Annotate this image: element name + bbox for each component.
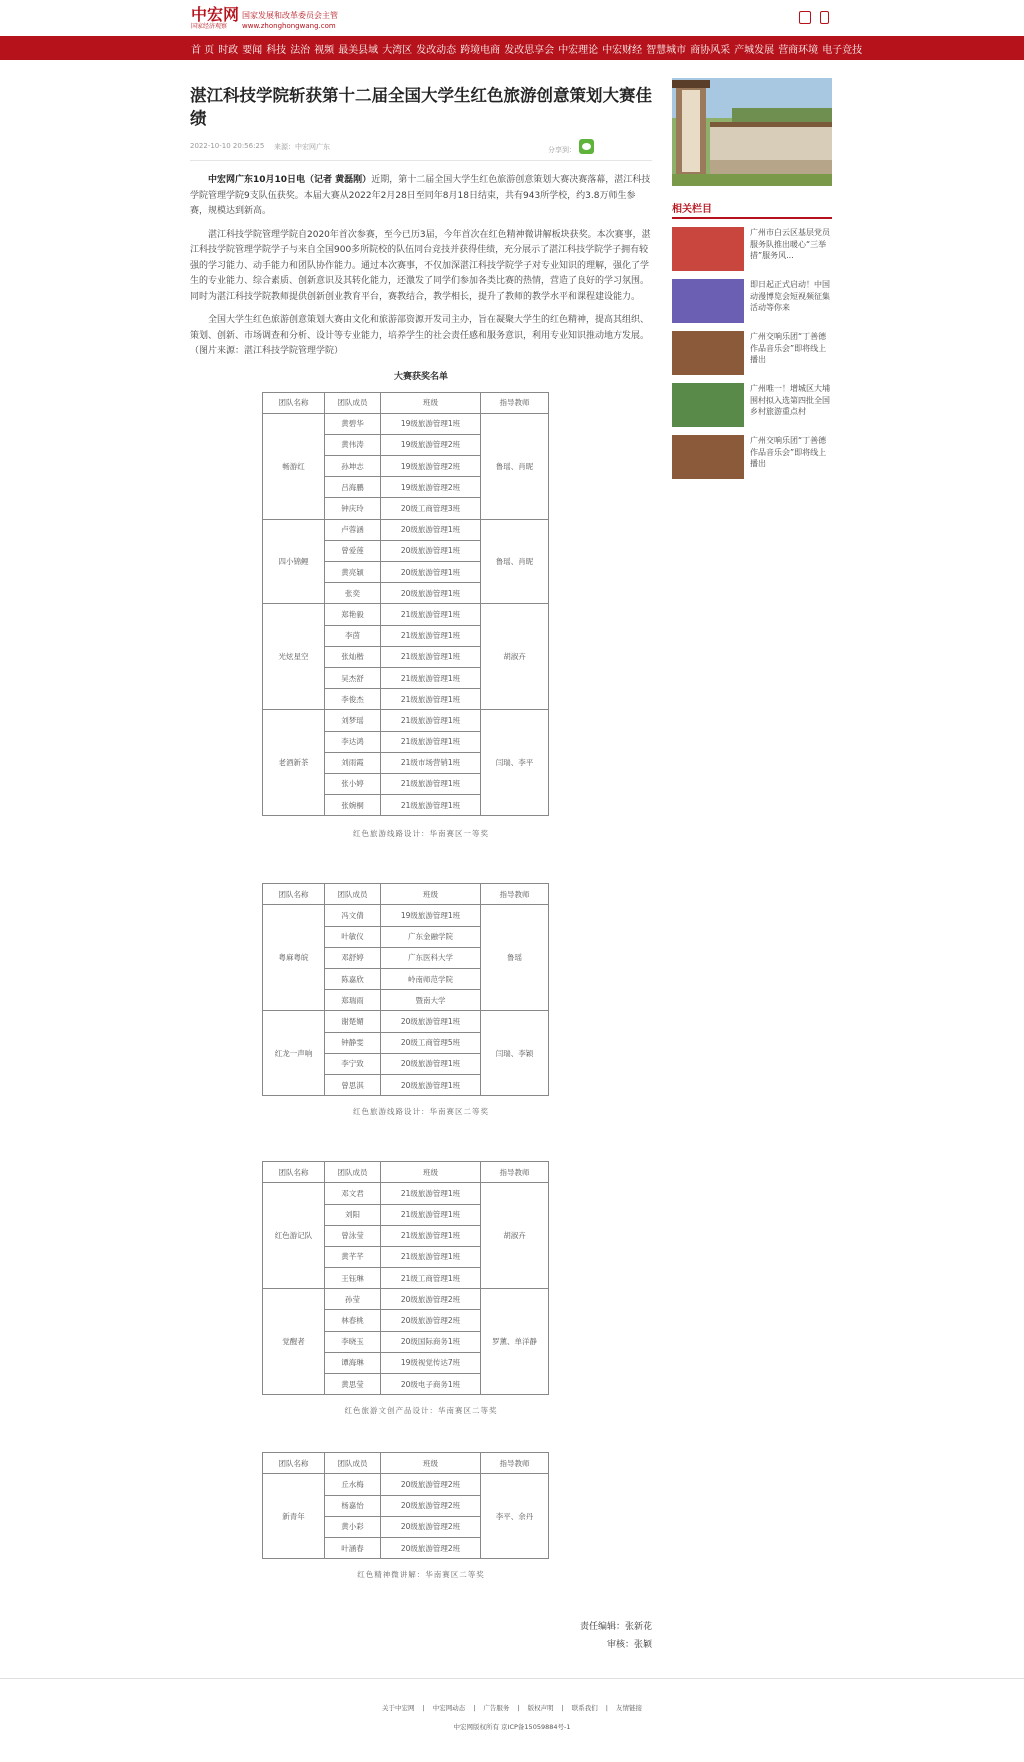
table-header-cell: 团队成员: [325, 392, 381, 413]
award-table: [262, 1161, 549, 1395]
member-cell: 陈嘉欣: [325, 969, 381, 990]
copyright: 中宏网版权所有 京ICP备15059884号-1: [453, 1723, 571, 1731]
nav-item[interactable]: 科技: [266, 44, 287, 56]
member-cell: 张奕: [325, 583, 381, 604]
member-cell: 张灿楷: [325, 646, 381, 667]
class-cell: 21级旅游管理1班: [381, 1225, 481, 1246]
member-cell: 张婉桐: [325, 795, 381, 816]
footer-separator: |: [517, 1704, 520, 1712]
table-caption: 红色旅游线路设计：华南赛区一等奖: [353, 829, 489, 839]
class-cell: 19级旅游管理1班: [381, 413, 481, 434]
logo-main: 中宏网: [191, 5, 240, 24]
article: [190, 84, 652, 1580]
member-cell: 李俊杰: [325, 689, 381, 710]
footer-link[interactable]: 版权声明: [527, 1704, 554, 1712]
related-item-title[interactable]: 广州唯一！增城区大埔围村拟入选第四批全国乡村旅游重点村: [750, 384, 830, 416]
teacher-cell: 胡淑卉: [481, 1183, 549, 1289]
class-cell: 20级旅游管理1班: [381, 583, 481, 604]
teacher-cell: 罗薰、单洋静: [481, 1289, 549, 1395]
nav-item[interactable]: 智慧城市: [646, 44, 687, 56]
member-cell: 郑艳毅: [325, 604, 381, 625]
member-cell: 曾泳莹: [325, 1225, 381, 1246]
table-row: [263, 413, 549, 434]
footer: [0, 1678, 1024, 1762]
class-cell: 21级旅游管理1班: [381, 1204, 481, 1225]
table-header-cell: 班级: [381, 1453, 481, 1474]
footer-separator: |: [561, 1704, 564, 1712]
member-cell: 曾爱莲: [325, 540, 381, 561]
table-row: [263, 1474, 549, 1495]
member-cell: 卢蓉涵: [325, 519, 381, 540]
nav-item[interactable]: 法治: [290, 44, 311, 56]
team-name-cell: 光炫星空: [263, 604, 325, 710]
lead-text: 中宏网广东10月10日电（记者 黄磊刚）: [208, 175, 372, 185]
class-cell: 20级旅游管理1班: [381, 1053, 481, 1074]
member-cell: 孙坤志: [325, 456, 381, 477]
member-cell: 冯文倩: [325, 905, 381, 926]
class-cell: 广东医科大学: [381, 947, 481, 968]
member-cell: 张小婷: [325, 773, 381, 794]
editor: 责任编辑：张新花: [579, 1622, 652, 1632]
table-header-cell: 团队名称: [263, 1162, 325, 1183]
member-cell: 黄亮颖: [325, 562, 381, 583]
related-item-title[interactable]: 广州市白云区基层党员服务队推出暖心“三举措”服务风...: [750, 228, 830, 260]
award-table: [262, 1452, 549, 1559]
article-source: 来源：中宏网广东: [274, 143, 330, 151]
share-bar: [548, 142, 594, 157]
related-item-title[interactable]: 广州交响乐团“丁善德作品音乐会”即将线上播出: [750, 332, 827, 364]
nav-item[interactable]: 中宏理论: [558, 44, 599, 56]
class-cell: 21级旅游管理1班: [381, 604, 481, 625]
related-item-title[interactable]: 即日起正式启动！中国动漫博览会短视频征集活动等你来: [750, 280, 830, 312]
share-label: 分享到：: [548, 145, 576, 154]
related-item-title[interactable]: 广州交响乐团“丁善德作品音乐会”即将线上播出: [750, 436, 827, 468]
class-cell: 20级电子商务1班: [381, 1374, 481, 1395]
footer-separator: |: [473, 1704, 476, 1712]
member-cell: 杨嘉怡: [325, 1495, 381, 1516]
member-cell: 黄碧华: [325, 413, 381, 434]
member-cell: 刘梦瑶: [325, 710, 381, 731]
footer-link[interactable]: 关于中宏网: [381, 1704, 415, 1712]
class-cell: 19级视觉传达7班: [381, 1352, 481, 1373]
class-cell: 21级旅游管理1班: [381, 646, 481, 667]
nav-item[interactable]: 大湾区: [382, 44, 413, 56]
related-thumbnail[interactable]: [672, 383, 744, 427]
related-item[interactable]: [672, 435, 832, 479]
table-caption: 红色旅游文创产品设计：华南赛区二等奖: [344, 1406, 498, 1416]
member-cell: 曾思淇: [325, 1074, 381, 1095]
table-header-cell: 团队名称: [263, 1453, 325, 1474]
publish-date: 2022-10-10 20:56:25: [190, 142, 265, 150]
footer-link[interactable]: 广告服务: [483, 1704, 510, 1712]
table-row: [263, 519, 549, 540]
paragraph-3: 全国大学生红色旅游创意策划大赛由文化和旅游部资源开发司主办，旨在凝聚大学生的红色精神，提高其组织、策划、创新、市场调查和分析、设计等专业能力，培养学生的社会责任感和服务意识，利用专业知识推动地方发展。（图片来源：湛江科技学院管理学院）: [190, 315, 650, 356]
top-header: [0, 0, 1024, 36]
nav-item[interactable]: 电子竞技: [822, 44, 863, 56]
paragraph-1: [190, 173, 652, 220]
class-cell: 20级旅游管理2班: [381, 1289, 481, 1310]
award-table: [262, 883, 549, 1096]
mobile-site-icon[interactable]: [799, 11, 811, 24]
member-cell: 林春桃: [325, 1310, 381, 1331]
member-cell: 刘雨霞: [325, 752, 381, 773]
class-cell: 21级工商管理1班: [381, 1268, 481, 1289]
article-title: 湛江科技学院斩获第十二届全国大学生红色旅游创意策划大赛佳绩: [190, 86, 652, 128]
member-cell: 黄思莹: [325, 1374, 381, 1395]
related-item[interactable]: [672, 227, 832, 271]
table-row: [263, 1289, 549, 1310]
related-item[interactable]: [672, 331, 832, 375]
team-name-cell: 觉醒者: [263, 1289, 325, 1395]
teacher-cell: 鲁瑶: [481, 905, 549, 1011]
member-cell: 丘水梅: [325, 1474, 381, 1495]
table-header-cell: 指导教师: [481, 1453, 549, 1474]
team-name-cell: 畅游红: [263, 413, 325, 519]
nav-item[interactable]: 营商环境: [778, 44, 819, 56]
org-text: 国家发展和改革委员会主管: [242, 11, 338, 20]
teacher-cell: 鲁瑶、肖昵: [481, 519, 549, 604]
award-tables: [190, 392, 652, 1581]
table-header-cell: 指导教师: [481, 1162, 549, 1183]
member-cell: 郑瑞雨: [325, 990, 381, 1011]
table-row: [263, 905, 549, 926]
table-header-cell: 团队成员: [325, 1162, 381, 1183]
footer-links: [0, 1703, 1024, 1712]
class-cell: 19级旅游管理2班: [381, 477, 481, 498]
table-row: [263, 1011, 549, 1032]
member-cell: 李茵: [325, 625, 381, 646]
member-cell: 钟庆玲: [325, 498, 381, 519]
class-cell: 20级国际商务1班: [381, 1331, 481, 1352]
member-cell: 刘阳: [325, 1204, 381, 1225]
related-thumbnail[interactable]: [672, 331, 744, 375]
team-name-cell: 新青年: [263, 1474, 325, 1559]
table-header-cell: 团队名称: [263, 392, 325, 413]
table-header-cell: 团队成员: [325, 1453, 381, 1474]
table-header-cell: 指导教师: [481, 392, 549, 413]
related-item[interactable]: [672, 279, 832, 323]
table-row: [263, 1183, 549, 1204]
table-header-cell: 班级: [381, 392, 481, 413]
class-cell: 20级旅游管理2班: [381, 1537, 481, 1558]
nav-item[interactable]: 首 页: [191, 44, 215, 56]
nav-item[interactable]: 商协风采: [690, 44, 731, 56]
nav-item[interactable]: 最美县域: [338, 44, 379, 56]
logo-sub: 国家经济观察: [191, 23, 228, 30]
table-header-cell: 指导教师: [481, 884, 549, 905]
related-section-title: 相关栏目: [672, 200, 832, 219]
member-cell: 吴杰舒: [325, 667, 381, 688]
team-name-cell: 红色游记队: [263, 1183, 325, 1289]
member-cell: 吕海鹏: [325, 477, 381, 498]
table-header-cell: 团队成员: [325, 884, 381, 905]
class-cell: 20级旅游管理2班: [381, 1474, 481, 1495]
class-cell: 20级工商管理5班: [381, 1032, 481, 1053]
site-org: [242, 10, 338, 31]
class-cell: 21级旅游管理1班: [381, 689, 481, 710]
member-cell: 王钰琳: [325, 1268, 381, 1289]
class-cell: 21级旅游管理1班: [381, 795, 481, 816]
class-cell: 21级旅游管理1班: [381, 710, 481, 731]
footer-link[interactable]: 友情链接: [616, 1704, 642, 1712]
domain-text: www.zhonghongwang.com: [242, 22, 336, 30]
reviewer: 审核：张颖: [606, 1640, 652, 1650]
class-cell: 20级旅游管理1班: [381, 540, 481, 561]
paragraph-1-text: 近期，第十二届全国大学生红色旅游创意策划大赛决赛落幕，湛江科技学院管理学院9支队伍获奖。本届大赛从2022年2月28日至同年8月18日结束，共有943所学校，约3.8万师生参赛，规模达到新高。: [190, 175, 651, 216]
nav-item[interactable]: 产城发展: [734, 44, 775, 56]
class-cell: 21级旅游管理1班: [381, 625, 481, 646]
site-logo[interactable]: [191, 7, 239, 31]
sidebar: [672, 78, 832, 479]
member-cell: 黄伟涛: [325, 434, 381, 455]
class-cell: 21级旅游管理1班: [381, 1246, 481, 1267]
member-cell: 叶敏仪: [325, 926, 381, 947]
footer-separator: |: [422, 1704, 425, 1712]
nav-item[interactable]: 要闻: [242, 44, 263, 56]
team-name-cell: 红龙一声响: [263, 1011, 325, 1096]
credits: [190, 1618, 652, 1654]
class-cell: 20级旅游管理1班: [381, 562, 481, 583]
class-cell: 广东金融学院: [381, 926, 481, 947]
nav-item[interactable]: 中宏财经: [602, 44, 643, 56]
teacher-cell: 闫瑞、李平: [481, 710, 549, 816]
member-cell: 李晓玉: [325, 1331, 381, 1352]
top-icons: [799, 11, 829, 24]
member-cell: 谢楚媚: [325, 1011, 381, 1032]
footer-link[interactable]: 联系我们: [571, 1704, 598, 1712]
class-cell: 19级旅游管理2班: [381, 434, 481, 455]
teacher-cell: 胡淑卉: [481, 604, 549, 710]
nav-item[interactable]: 跨境电商: [460, 44, 501, 56]
member-cell: 钟静雯: [325, 1032, 381, 1053]
member-cell: 李宁致: [325, 1053, 381, 1074]
teacher-cell: 李平、余丹: [481, 1474, 549, 1559]
member-cell: 黄芊芊: [325, 1246, 381, 1267]
team-name-cell: 四小锦鲤: [263, 519, 325, 604]
class-cell: 21级旅游管理1班: [381, 1183, 481, 1204]
nav-item[interactable]: 发改思享会: [504, 44, 555, 56]
award-list-heading: 大赛获奖名单: [393, 371, 448, 382]
divider: [190, 160, 652, 161]
teacher-cell: 闫瑞、李颖: [481, 1011, 549, 1096]
article-meta: [190, 138, 652, 154]
footer-link[interactable]: 中宏网动态: [432, 1704, 466, 1712]
team-name-cell: 粤麻粤皖: [263, 905, 325, 1011]
table-caption: 红色旅游线路设计：华南赛区二等奖: [353, 1107, 489, 1117]
class-cell: 20级工商管理3班: [381, 498, 481, 519]
member-cell: 叶涵春: [325, 1537, 381, 1558]
related-thumbnail[interactable]: [672, 279, 744, 323]
team-name-cell: 老酒新茶: [263, 710, 325, 816]
wechat-share-icon[interactable]: [579, 139, 594, 154]
class-cell: 21级市场营销1班: [381, 752, 481, 773]
footer-separator: |: [605, 1704, 608, 1712]
class-cell: 21级旅游管理1班: [381, 731, 481, 752]
class-cell: 21级旅游管理1班: [381, 667, 481, 688]
related-list: [672, 227, 832, 479]
class-cell: 20级旅游管理1班: [381, 1011, 481, 1032]
table-row: [263, 604, 549, 625]
nav-item[interactable]: 发改动态: [416, 44, 457, 56]
related-thumbnail[interactable]: [672, 435, 744, 479]
member-cell: 邓舒婷: [325, 947, 381, 968]
featured-photo[interactable]: [672, 78, 832, 186]
nav-item[interactable]: 时政: [218, 44, 239, 56]
award-table: [262, 392, 549, 817]
member-cell: 邓文君: [325, 1183, 381, 1204]
related-item[interactable]: [672, 383, 832, 427]
member-cell: 孙莹: [325, 1289, 381, 1310]
table-header-cell: 团队名称: [263, 884, 325, 905]
table-header-cell: 班级: [381, 884, 481, 905]
class-cell: 20级旅游管理2班: [381, 1495, 481, 1516]
table-caption: 红色精神微讲解：华南赛区二等奖: [357, 1570, 485, 1580]
member-cell: 黄小彩: [325, 1516, 381, 1537]
class-cell: 20级旅游管理1班: [381, 1074, 481, 1095]
class-cell: 20级旅游管理2班: [381, 1310, 481, 1331]
class-cell: 暨南大学: [381, 990, 481, 1011]
class-cell: 岭南师范学院: [381, 969, 481, 990]
teacher-cell: 鲁瑶、肖昵: [481, 413, 549, 519]
class-cell: 20级旅游管理2班: [381, 1516, 481, 1537]
class-cell: 20级旅游管理1班: [381, 519, 481, 540]
main-nav: [0, 36, 1024, 60]
featured-photo-art: [672, 78, 832, 186]
member-cell: 谭海琳: [325, 1352, 381, 1373]
table-row: [263, 710, 549, 731]
related-thumbnail[interactable]: [672, 227, 744, 271]
nav-list: [191, 36, 866, 60]
member-cell: 李达鸿: [325, 731, 381, 752]
nav-item[interactable]: 视频: [314, 44, 335, 56]
class-cell: 19级旅游管理2班: [381, 456, 481, 477]
paragraph-2: 湛江科技学院管理学院自2020年首次参赛，至今已历3届，今年首次在红色精神微讲解板块获奖。本次赛事，湛江科技学院管理学院学子与来自全国900多所院校的队伍同台竞技并获得佳绩，充分展示了湛江科技学院学子拥有较强的学习能力、动手能力和团队协作能力。通过本次赛事，不仅加深湛江科技学院学子对专业知识的理解，强化了学生的专业能力、综合素质、创新意识及其转化能力，还激发了同学们参加各类比赛的热情，营造了良好的学习氛围。同时为湛江科技学院教师提供创新创业教育平台，赛教结合，教学相长，提升了教师的教学水平和课程建设能力。: [190, 229, 651, 302]
phone-icon[interactable]: [820, 11, 829, 24]
class-cell: 21级旅游管理1班: [381, 773, 481, 794]
table-header-cell: 班级: [381, 1162, 481, 1183]
class-cell: 19级旅游管理1班: [381, 905, 481, 926]
